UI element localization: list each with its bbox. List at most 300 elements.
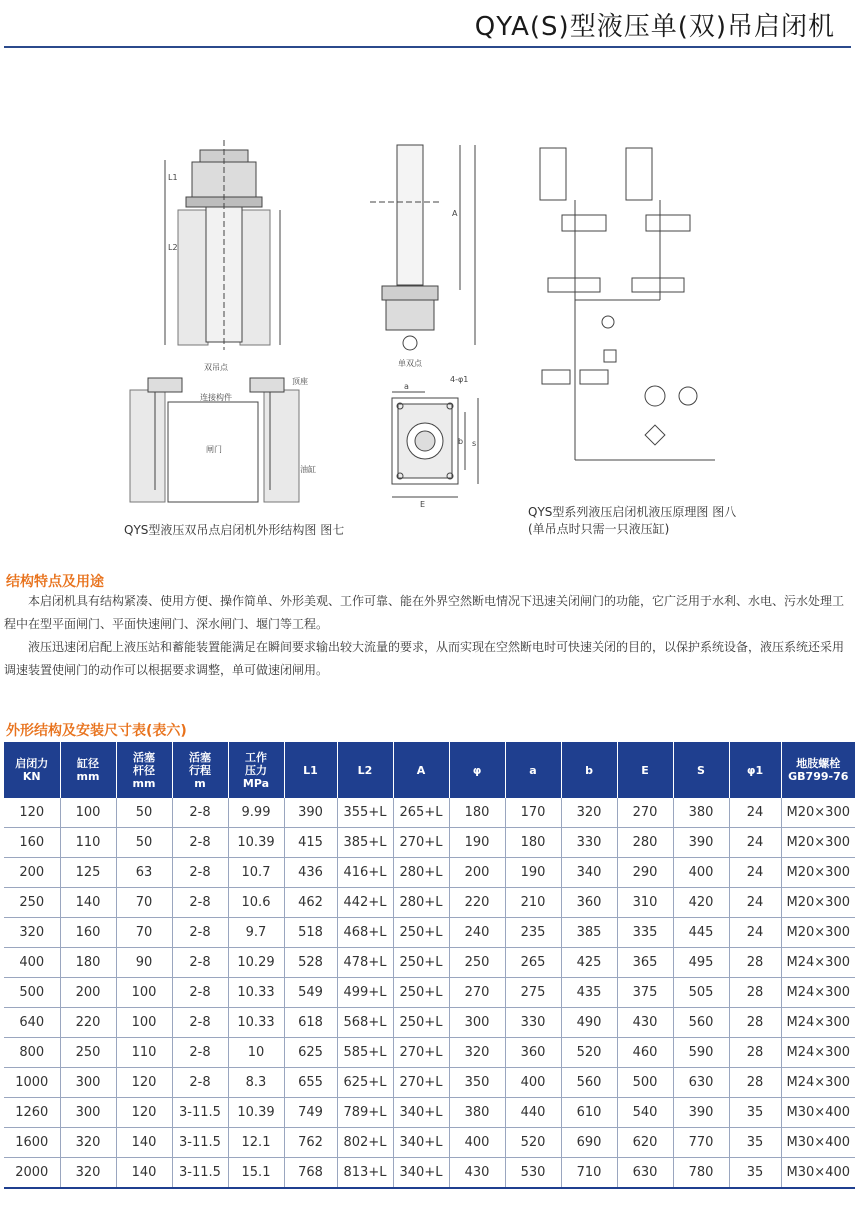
table-cell: 400 [4,948,60,978]
table-cell: 320 [4,918,60,948]
column-header [284,742,337,798]
table-cell: M30×400 [781,1128,855,1158]
table-cell: 10.7 [228,858,284,888]
table-cell: 50 [116,798,172,828]
table-cell: 620 [617,1128,673,1158]
table-cell: 220 [449,888,505,918]
table-cell: M20×300 [781,828,855,858]
table-cell: 28 [729,1008,781,1038]
table-cell: 280+L [393,858,449,888]
table-row [4,1128,855,1158]
table-cell: M24×300 [781,1008,855,1038]
table-cell: 190 [449,828,505,858]
valve-3 [542,370,570,384]
table-cell: 10.39 [228,1098,284,1128]
table-cell: 416+L [337,858,393,888]
table-cell: 800 [4,1038,60,1068]
column-header-line: E [641,763,649,777]
table-cell: 250+L [393,978,449,1008]
table-cell: 749 [284,1098,337,1128]
table-row [4,1038,855,1068]
table-row [4,1068,855,1098]
column-header-line: GB799-76 [788,770,849,783]
table-cell: 655 [284,1068,337,1098]
table-cell: 70 [116,888,172,918]
table-cell: 528 [284,948,337,978]
fig7-caption: QYS型液压双吊点启闭机外形结构图 图七 [124,523,345,537]
label-connector: 连接构件 [200,393,232,402]
concrete-right [240,210,270,345]
table-cell: 200 [449,858,505,888]
table-cell: 180 [505,828,561,858]
table-cell: 2000 [4,1158,60,1189]
table-cell: 495 [673,948,729,978]
table-cell: 160 [60,918,116,948]
column-header-line: b [585,763,593,777]
table-cell: 802+L [337,1128,393,1158]
table-cell: 10 [228,1038,284,1068]
fig7-single-point-elevation [370,145,475,368]
table-cell: M20×300 [781,918,855,948]
table-cell: 499+L [337,978,393,1008]
table-cell: 500 [4,978,60,1008]
table-cell: 365 [617,948,673,978]
table-cell: 125 [60,858,116,888]
table-cell: 789+L [337,1098,393,1128]
table-cell: 360 [561,888,617,918]
table-cell: 460 [617,1038,673,1068]
table-cell: 415 [284,828,337,858]
label-l1: L1 [168,173,178,182]
table-cell: 400 [505,1068,561,1098]
table-row [4,918,855,948]
table-cell: 100 [116,978,172,1008]
table-cell: 530 [505,1158,561,1189]
table-cell: 560 [561,1068,617,1098]
column-header-line: 启闭力 [15,757,49,770]
table-cell: 762 [284,1128,337,1158]
table-cell: 170 [505,798,561,828]
table-cell: 435 [561,978,617,1008]
table-cell: 1000 [4,1068,60,1098]
features-paragraph-2: 液压迅速闭启配上液压站和蓄能装置能满足在瞬间要求输出较大流量的要求，从而实现在空然断电时可快速关闭的目的，以保护系统设备，液压系统还采用调速装置使闸门的动作可以根据要求调整，单可做速闭闸用。 [4,640,845,677]
table-row [4,1158,855,1189]
table-cell: 640 [4,1008,60,1038]
table-row [4,978,855,1008]
table-cell: 618 [284,1008,337,1038]
table-cell: 340 [561,858,617,888]
table-cell: 240 [449,918,505,948]
table-cell: 110 [60,828,116,858]
table-row [4,948,855,978]
column-header-line: L1 [303,763,318,777]
table-cell: 9.7 [228,918,284,948]
table-cell: 28 [729,1038,781,1068]
table-cell: 250+L [393,918,449,948]
table-cell: M20×300 [781,798,855,828]
table-cell: 24 [729,828,781,858]
table-cell: 265 [505,948,561,978]
table-cell: 330 [561,828,617,858]
valve-2b [632,278,684,292]
fig7-gate-section [130,376,316,502]
column-header [228,742,284,798]
valve-1a [562,215,606,231]
table-cell: 160 [4,828,60,858]
table-cell: 390 [673,1098,729,1128]
table-row [4,888,855,918]
label-single-point: 单双点 [398,359,422,368]
table-cell: 250+L [393,948,449,978]
label-holes: 4-φ1 [450,375,469,384]
table-cell: 360 [505,1038,561,1068]
spec-table [4,742,855,1189]
table-cell: 425 [561,948,617,978]
gate-wall-right [264,390,299,502]
table-cell: 468+L [337,918,393,948]
table-row [4,828,855,858]
column-header [337,742,393,798]
table-cell: 590 [673,1038,729,1068]
technical-drawings [0,120,855,520]
gate-wall-left [130,390,165,502]
column-header-line: 杆径 [133,763,155,777]
schematic-cylinder-2 [626,148,652,200]
table-cell: 350 [449,1068,505,1098]
table-cell: 120 [116,1068,172,1098]
table-cell: 3-11.5 [172,1128,228,1158]
table-cell: 270+L [393,1038,449,1068]
column-header-line: a [529,763,537,777]
column-header-line: A [416,763,426,777]
label-b: b [458,437,464,446]
table-row [4,1008,855,1038]
table-cell: 63 [116,858,172,888]
column-header-line: S [697,763,705,777]
column-header [172,742,228,798]
table-cell: 2-8 [172,918,228,948]
table-cell: 355+L [337,798,393,828]
table-cell: 100 [60,798,116,828]
column-header-line: 活塞 [133,750,155,764]
column-header [729,742,781,798]
column-header-line: 工作 [245,750,267,764]
table-cell: 390 [673,828,729,858]
table-cell: 250 [449,948,505,978]
table-heading: 外形结构及安装尺寸表(表六) [6,723,187,739]
column-header [673,742,729,798]
table-cell: 310 [617,888,673,918]
pump [645,386,665,406]
table-cell: 10.29 [228,948,284,978]
table-cell: 710 [561,1158,617,1189]
table-cell: 2-8 [172,858,228,888]
table-cell: 280 [617,828,673,858]
base-bore-inner [415,431,435,451]
label-a: a [404,382,409,391]
table-cell: 2-8 [172,1038,228,1068]
single-eye [403,336,417,350]
table-cell: 518 [284,918,337,948]
table-cell: 35 [729,1158,781,1189]
table-cell: 340+L [393,1128,449,1158]
table-row [4,858,855,888]
table-cell: 24 [729,858,781,888]
table-cell: 275 [505,978,561,1008]
table-cell: 210 [505,888,561,918]
fig8-caption: QYS型系列液压启闭机液压原理图 图八 [528,505,737,519]
table-cell: 478+L [337,948,393,978]
table-cell: 190 [505,858,561,888]
table-cell: 290 [617,858,673,888]
table-cell: 12.1 [228,1128,284,1158]
table-cell: 120 [4,798,60,828]
table-cell: M20×300 [781,858,855,888]
table-cell: 220 [60,1008,116,1038]
column-header-line: mm [76,770,100,783]
table-cell: 140 [116,1128,172,1158]
page-title: QYA(S)型液压单(双)吊启闭机 [474,12,835,42]
table-cell: 24 [729,798,781,828]
table-cell: 250+L [393,1008,449,1038]
valve-1b [548,278,600,292]
table-cell: 540 [617,1098,673,1128]
table-cell: M24×300 [781,948,855,978]
table-cell: 24 [729,888,781,918]
motor [679,387,697,405]
table-cell: 445 [673,918,729,948]
table-cell: 180 [449,798,505,828]
table-cell: 9.99 [228,798,284,828]
check-valve [604,350,616,362]
table-cell: 15.1 [228,1158,284,1189]
table-cell: 630 [617,1158,673,1189]
table-cell: 300 [449,1008,505,1038]
table-cell: 436 [284,858,337,888]
table-cell: 340+L [393,1098,449,1128]
table-cell: 1600 [4,1128,60,1158]
table-cell: 28 [729,1068,781,1098]
table-cell: 70 [116,918,172,948]
table-cell: 24 [729,918,781,948]
column-header-line: L2 [357,763,373,777]
column-header-line: 地肢螺栓 [796,757,841,770]
column-header [116,742,172,798]
table-cell: 330 [505,1008,561,1038]
table-cell: 320 [561,798,617,828]
table-cell: 2-8 [172,828,228,858]
table-cell: 280+L [393,888,449,918]
valve-2a [646,215,690,231]
pressure-gauge [602,316,614,328]
table-cell: 35 [729,1098,781,1128]
top-seat-left [148,378,182,392]
table-cell: 8.3 [228,1068,284,1098]
features-body [4,590,852,682]
column-header [4,742,60,798]
table-cell: 490 [561,1008,617,1038]
table-cell: M24×300 [781,978,855,1008]
filter [645,425,665,445]
label-top-seat: 顶座 [292,377,308,386]
table-cell: 500 [617,1068,673,1098]
table-cell: 50 [116,828,172,858]
table-cell: 610 [561,1098,617,1128]
table-cell: 10.33 [228,978,284,1008]
label-l2: L2 [168,243,178,252]
table-cell: 10.6 [228,888,284,918]
column-header [617,742,673,798]
table-cell: 120 [116,1098,172,1128]
table-cell: 2-8 [172,1008,228,1038]
table-cell: 300 [60,1098,116,1128]
table-cell: 770 [673,1128,729,1158]
table-cell: 505 [673,978,729,1008]
column-header-line: mm [132,776,156,790]
table-cell: 320 [60,1128,116,1158]
table-cell: 270+L [393,1068,449,1098]
label-double-point: 双吊点 [204,363,228,372]
table-cell: 200 [4,858,60,888]
table-cell: 385 [561,918,617,948]
table-cell: 549 [284,978,337,1008]
table-cell: 140 [116,1158,172,1189]
table-cell: 520 [505,1128,561,1158]
table-cell: 250 [60,1038,116,1068]
table-cell: 2-8 [172,798,228,828]
table-cell: 28 [729,978,781,1008]
column-header-line: φ1 [746,763,764,777]
table-cell: 2-8 [172,1068,228,1098]
table-cell: 2-8 [172,948,228,978]
valve-4 [580,370,608,384]
table-body [4,798,855,1188]
label-s: s [472,439,477,448]
table-cell: 430 [617,1008,673,1038]
column-header-line: MPa [242,776,270,790]
table-cell: 375 [617,978,673,1008]
table-cell: 35 [729,1128,781,1158]
table-cell: 390 [284,798,337,828]
table-cell: 140 [60,888,116,918]
features-heading: 结构特点及用途 [6,574,104,590]
fig7-base-plan [392,375,478,509]
table-cell: 10.39 [228,828,284,858]
concrete-left [178,210,208,345]
fig7-double-point-elevation [165,140,280,372]
table-cell: M20×300 [781,888,855,918]
column-header-line: 行程 [189,763,211,777]
column-header-line: φ [472,763,482,777]
table-cell: 462 [284,888,337,918]
table-cell: 2-8 [172,888,228,918]
table-cell: 335 [617,918,673,948]
table-cell: 100 [116,1008,172,1038]
label-gate: 闸门 [206,445,222,454]
table-cell: 400 [673,858,729,888]
column-header [781,742,855,798]
table-cell: 380 [673,798,729,828]
table-cell: 1260 [4,1098,60,1128]
table-cell: 270+L [393,828,449,858]
table-cell: 813+L [337,1158,393,1189]
table-row [4,1098,855,1128]
table-cell: 385+L [337,828,393,858]
table-cell: 625 [284,1038,337,1068]
column-header [561,742,617,798]
table-cell: 568+L [337,1008,393,1038]
table-cell: 625+L [337,1068,393,1098]
table-cell: 780 [673,1158,729,1189]
table-cell: 420 [673,888,729,918]
table-cell: 90 [116,948,172,978]
table-cell: 3-11.5 [172,1098,228,1128]
table-cell: 110 [116,1038,172,1068]
table-cell: 630 [673,1068,729,1098]
column-header-line: 压力 [245,763,267,777]
single-barrel [397,145,423,285]
column-header-line: 缸径 [77,757,99,770]
table-cell: 430 [449,1158,505,1189]
table-cell: 440 [505,1098,561,1128]
table-cell: 300 [60,1068,116,1098]
single-flange [382,286,438,300]
schematic-cylinder-1 [540,148,566,200]
single-head [386,300,434,330]
table-cell: 28 [729,948,781,978]
table-cell: 340+L [393,1158,449,1189]
fig8-hydraulic-schematic [540,148,715,460]
table-cell: 180 [60,948,116,978]
table-cell: 560 [673,1008,729,1038]
table-cell: 10.33 [228,1008,284,1038]
table-cell: 3-11.5 [172,1158,228,1189]
label-big-a: A [452,209,458,218]
table-cell: 270 [449,978,505,1008]
label-cylinder: 油缸 [300,465,316,474]
table-cell: 520 [561,1038,617,1068]
column-header-line: 活塞 [189,750,211,764]
table-cell: 2-8 [172,978,228,1008]
table-cell: 200 [60,978,116,1008]
column-header-line: m [194,776,206,790]
table-cell: 250 [4,888,60,918]
table-cell: 690 [561,1128,617,1158]
table-cell: 320 [449,1038,505,1068]
table-cell: M24×300 [781,1068,855,1098]
column-header [393,742,449,798]
column-header [60,742,116,798]
top-seat-right [250,378,284,392]
table-cell: 380 [449,1098,505,1128]
table-cell: 400 [449,1128,505,1158]
title-rule [4,46,851,48]
table-cell: M24×300 [781,1038,855,1068]
table-cell: 235 [505,918,561,948]
table-cell: 442+L [337,888,393,918]
table-cell: M30×400 [781,1098,855,1128]
table-cell: 265+L [393,798,449,828]
table-row [4,798,855,828]
fig8-caption-note: (单吊点时只需一只液压缸) [528,522,670,536]
column-header [449,742,505,798]
table-cell: 585+L [337,1038,393,1068]
features-paragraph-1: 本启闭机具有结构紧凑、使用方便、操作简单、外形美观、工作可靠、能在外界空然断电情况下迅速关闭闸门的功能，它广泛用于水利、水电、污水处理工程中在型平面闸门、平面快速闸门、深水闸门、堰门等工程。 [4,594,845,631]
table-cell: 270 [617,798,673,828]
table-cell: 768 [284,1158,337,1189]
column-header [505,742,561,798]
table-header-row [4,742,855,798]
